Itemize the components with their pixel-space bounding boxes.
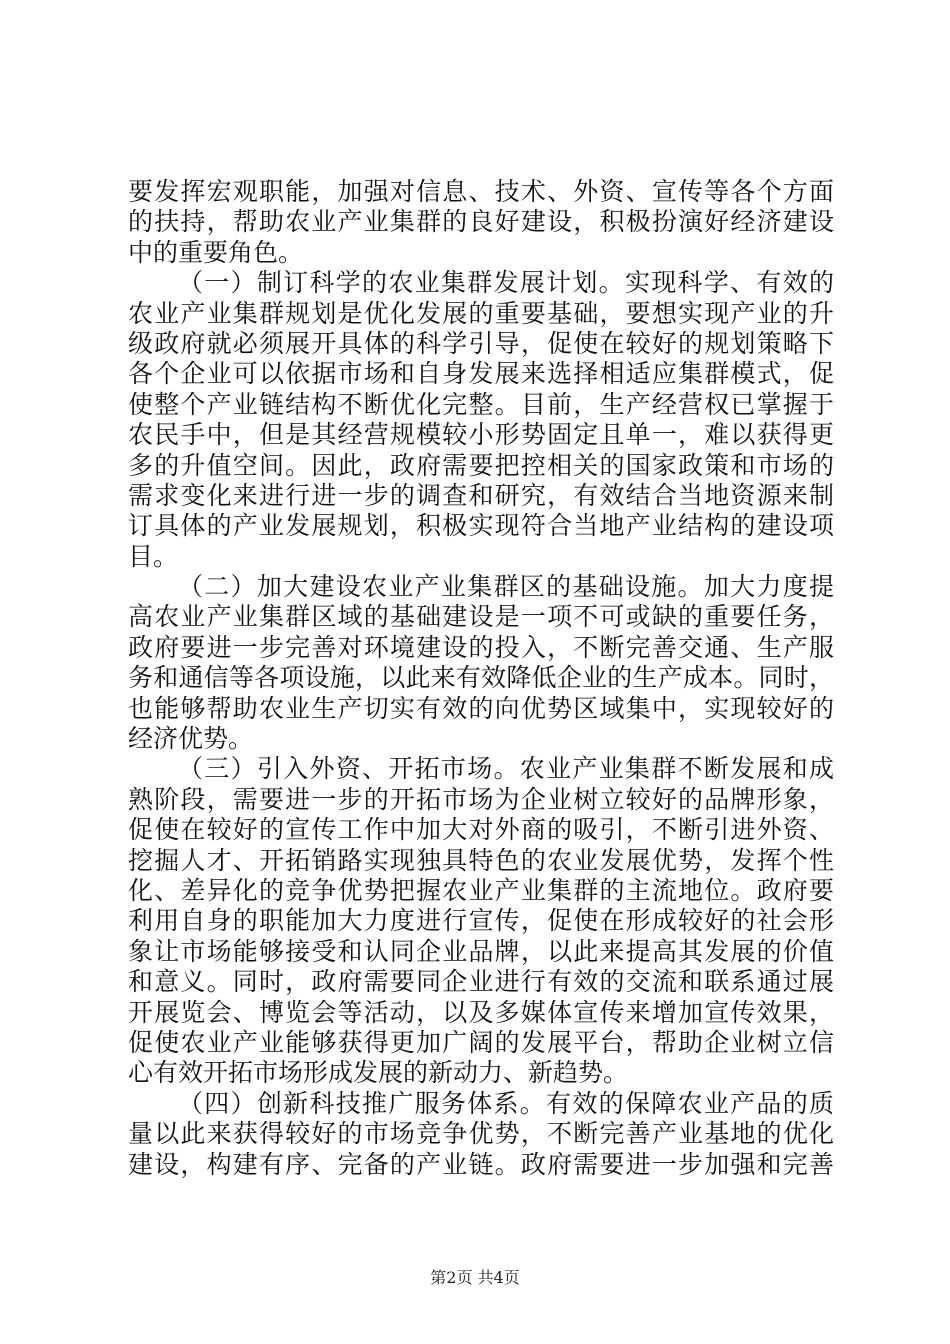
text-line: 经济优势。 — [128, 724, 254, 754]
text-line: 量以此来获得较好的市场竞争优势，不断完善产业基地的优化 — [128, 1119, 834, 1149]
section-heading-line: （三）引入外资、开拓市场。农业产业集群不断发展和成 — [178, 754, 834, 784]
text-line: 开展览会、博览会等活动，以及多媒体宣传来增加宣传效果， — [128, 997, 834, 1027]
text-line: 务和通信等各项设施，以此来有效降低企业的生产成本。同时， — [128, 663, 834, 693]
text-line: 政府要进一步完善对环境建设的投入，不断完善交通、生产服 — [128, 632, 834, 662]
text-line: 级政府就必须展开具体的科学引导，促使在较好的规划策略下 — [128, 328, 834, 358]
text-line: 需求变化来进行进一步的调查和研究，有效结合当地资源来制 — [128, 480, 834, 510]
page-footer: 第2页 共4页 — [430, 1268, 520, 1287]
text-line: 促使农业产业能够获得更加广阔的发展平台，帮助企业树立信 — [128, 1027, 834, 1057]
text-line: 多的升值空间。因此，政府需要把控相关的国家政策和市场的 — [128, 450, 834, 480]
text-line: 利用自身的职能加大力度进行宣传，促使在形成较好的社会形 — [128, 906, 834, 936]
text-line: 各个企业可以依据市场和自身发展来选择相适应集群模式，促 — [128, 359, 834, 389]
text-line: 使整个产业链结构不断优化完整。目前，生产经营权已掌握于 — [128, 389, 834, 419]
text-line: 的扶持，帮助农业产业集群的良好建设，积极扮演好经济建设 — [128, 207, 834, 237]
text-line: 促使在较好的宣传工作中加大对外商的吸引，不断引进外资、 — [128, 815, 834, 845]
section-heading-line: （一）制订科学的农业集群发展计划。实现科学、有效的 — [178, 268, 834, 298]
text-line: 也能够帮助农业生产切实有效的向优势区域集中，实现较好的 — [128, 693, 834, 723]
text-line: 中的重要角色。 — [128, 237, 304, 267]
text-line: 农民手中，但是其经营规模较小形势固定且单一，难以获得更 — [128, 420, 834, 450]
text-line: 熟阶段，需要进一步的开拓市场为企业树立较好的品牌形象， — [128, 784, 834, 814]
text-line: 订具体的产业发展规划，积极实现符合当地产业结构的建设项 — [128, 511, 834, 541]
text-line: 心有效开拓市场形成发展的新动力、新趋势。 — [128, 1058, 629, 1088]
text-line: 挖掘人才、开拓销路实现独具特色的农业发展优势，发挥个性 — [128, 845, 834, 875]
text-line: 农业产业集群规划是优化发展的重要基础，要想实现产业的升 — [128, 298, 834, 328]
text-line: 高农业产业集群区域的基础建设是一项不可或缺的重要任务， — [128, 602, 834, 632]
text-line: 和意义。同时，政府需要同企业进行有效的交流和联系通过展 — [128, 967, 834, 997]
text-line: 建设，构建有序、完备的产业链。政府需要进一步加强和完善 — [128, 1149, 834, 1179]
text-line: 目。 — [128, 541, 179, 571]
text-line: 要发挥宏观职能，加强对信息、技术、外资、宣传等各个方面 — [128, 177, 834, 206]
text-line: 化、差异化的竞争优势把握农业产业集群的主流地位。政府要 — [128, 875, 834, 905]
text-line: 象让市场能够接受和认同企业品牌，以此来提高其发展的价值 — [128, 936, 834, 966]
body-text — [128, 177, 834, 1180]
section-heading-line: （二）加大建设农业产业集群区的基础设施。加大力度提 — [178, 572, 834, 602]
section-heading-line: （四）创新科技推广服务体系。有效的保障农业产品的质 — [178, 1088, 834, 1118]
